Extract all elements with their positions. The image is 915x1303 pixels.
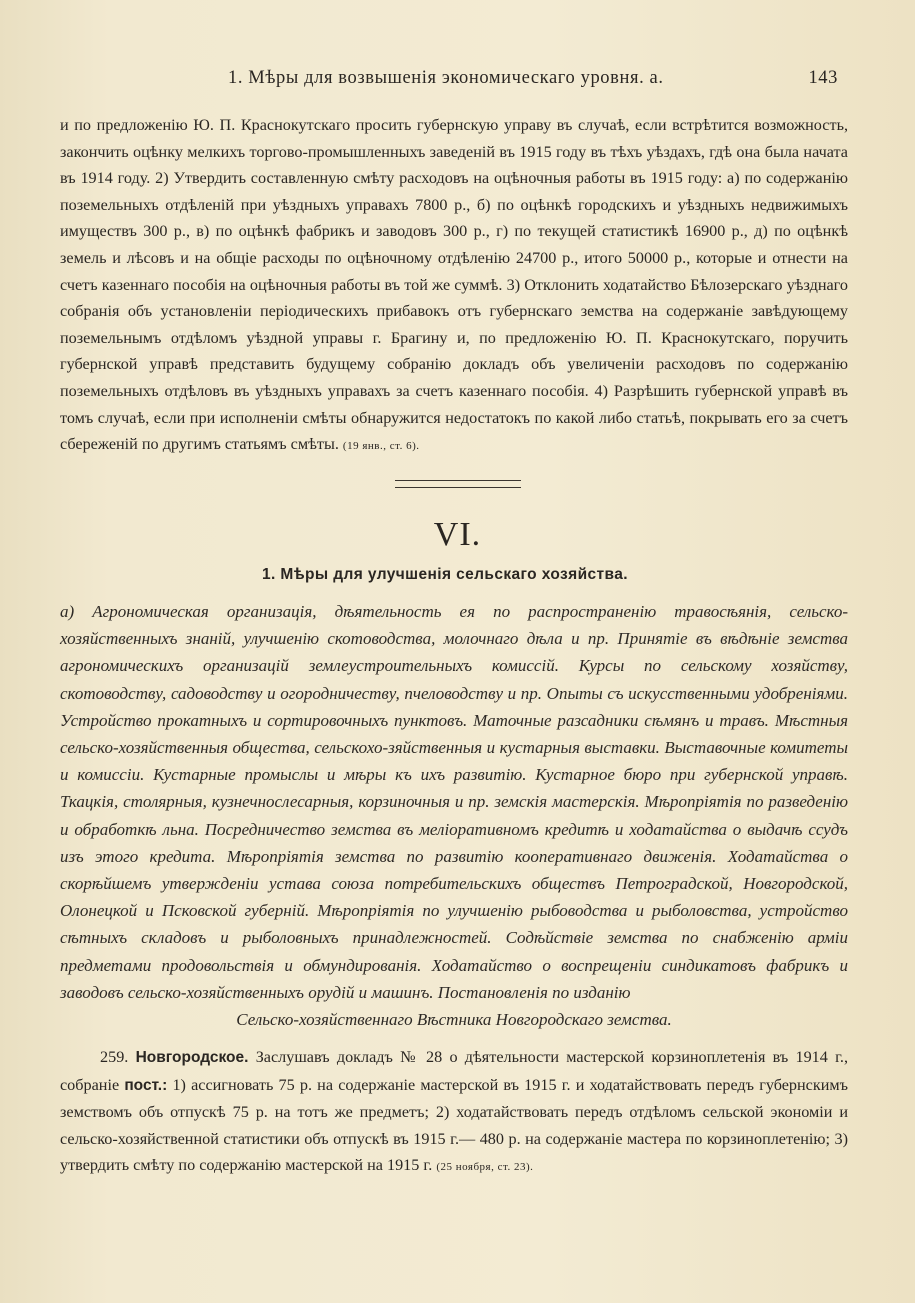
- citation: (19 янв., ст. 6).: [342, 440, 420, 453]
- summary-last-line: Сельско-хозяйственнаго Вѣстника Новгородскаго земства.: [236, 1010, 672, 1030]
- entry-text-a: Заслушавъ докладъ № 28 о дѣятельности мастерской корзиноплетенія въ 1914 г., собраніе: [60, 1048, 849, 1094]
- continued-paragraph: [60, 112, 848, 460]
- entry-place: Новгородское.: [135, 1049, 249, 1066]
- entry-text-b: 1) ассигновать 75 р. на содержаніе мастерской въ 1915 г. и ходатайствовать передъ губернскимъ земствомъ объ отпускѣ 75 р. на тотъ же предметъ; 2) ходатайствовать передъ отдѣломъ сельской экономіи и сельско-хозяйственной статистики объ отпускѣ въ 1915 г.— 480 р. на содержаніе мастера по корзиноплетенію; 3) утвердить смѣту по содержанію мастерской на 1915 г.: [60, 1075, 849, 1175]
- section-divider: [395, 480, 521, 488]
- paragraph-text: и по предложенію Ю. П. Краснокутскаго просить губернскую управу въ случаѣ, если встрѣтится возможность, закончить оцѣнку мелкихъ торгово-промышленныхъ заведеній въ 1915 году въ тѣхъ уѣздахъ, гдѣ она была начата въ 1914 году. 2) Утвердить составленную смѣту расходовъ на оцѣночныя работы въ 1915 году: а) по содержанію поземельныхъ отдѣленій при уѣздныхъ управахъ 7800 р., б) по оцѣнкѣ городскихъ и уѣздныхъ недвижимыхъ имуществъ 300 р., в) по оцѣнкѣ фабрикъ и заводовъ 300 р., г) по текущей статистикѣ 16900 р., д) по оцѣнкѣ земель и лѣсовъ и на общіе расходы по оцѣночному отдѣленію 24700 р., итого 50000 р., которые и отнести на счетъ казеннаго пособія на оцѣночныя работы въ той же суммѣ. 3) Отклонить ходатайство Бѣлозерскаго уѣзднаго собранія объ установленіи періодическихъ прибавокъ отъ губернскаго земства на содержаніе завѣдующему поземельнымъ отдѣломъ уѣздной управы г. Брагину и, по предложенію Ю. П. Краснокутскаго, поручить губернской управѣ представить будущему собранію докладъ объ увеличеніи расходовъ по содержанію поземельныхъ отдѣловъ въ уѣздныхъ управахъ за счетъ казеннаго пособія. 4) Разрѣшить губернской управѣ въ томъ случаѣ, если при исполненіи смѣты обнаружится недостатокъ по какой либо статьѣ, покрывать его за счетъ сбереженій по другимъ статьямъ смѣты.: [60, 116, 848, 454]
- entry-number: 259.: [100, 1048, 129, 1066]
- section-number: VI.: [433, 516, 482, 553]
- entry-paragraph: [60, 1044, 848, 1181]
- section-summary: [60, 598, 848, 1033]
- page-number: 143: [808, 68, 838, 88]
- running-header: [228, 68, 838, 96]
- entry-post: пост.:: [124, 1076, 168, 1094]
- summary-text: а) Агрономическая организація, дѣятельность ея по распространенію травосѣянія, сельско-хозяйственныхъ знаній, улучшенію скотоводства, молочнаго дѣла и пр. Принятіе въ вѣдѣніе земства агрономическихъ организацій землеустроительныхъ комиссій. Курсы по сельскому хозяйству, скотоводству, садоводству и огородничеству, пчеловодству и пр. Опыты съ искусственными удобреніями. Устройство прокатныхъ и сортировочныхъ пунктовъ. Маточные разсадники сѣмянъ и травъ. Мѣстныя сельско-хозяйственныя общества, сельскохо-зяйственныя и кустарныя выставки. Выставочные комитеты и комиссіи. Кустарные промыслы и мѣры къ ихъ развитію. Кустарное бюро при губернской управѣ. Ткацкія, столярныя, кузнечнослесарныя, корзиночныя и пр. земскія мастерскія. Мѣропріятія по разведенію и обработкѣ льна. Посредничество земства въ меліоративномъ кредитѣ и ходатайства о выдачѣ ссудъ изъ этого кредита. Мѣропріятія земства по развитію кооперативнаго движенія. Ходатайства о скорѣйшемъ утвержденіи устава союза потребительскихъ обществъ Петроградской, Новгородской, Олонецкой и Псковской губерній. Мѣропріятія по улучшенію рыбоводства и рыболовства, устройство сѣтныхъ складовъ и рыболовныхъ принадлежностей. Содѣйствіе земства по снабженію арміи предметами продовольствія и обмундированія. Ходатайство о воспрещеніи синдикатовъ фабрикъ и заводовъ сельско-хозяйственныхъ орудій и машинъ. Постановленія по изданію: [60, 602, 848, 1002]
- running-title: 1. Мѣры для возвышенія экономическаго уровня. а.: [228, 68, 664, 88]
- entry-citation: (25 ноября, ст. 23).: [436, 1161, 534, 1174]
- section-title: 1. Мѣры для улучшенія сельскаго хозяйства.: [262, 566, 628, 583]
